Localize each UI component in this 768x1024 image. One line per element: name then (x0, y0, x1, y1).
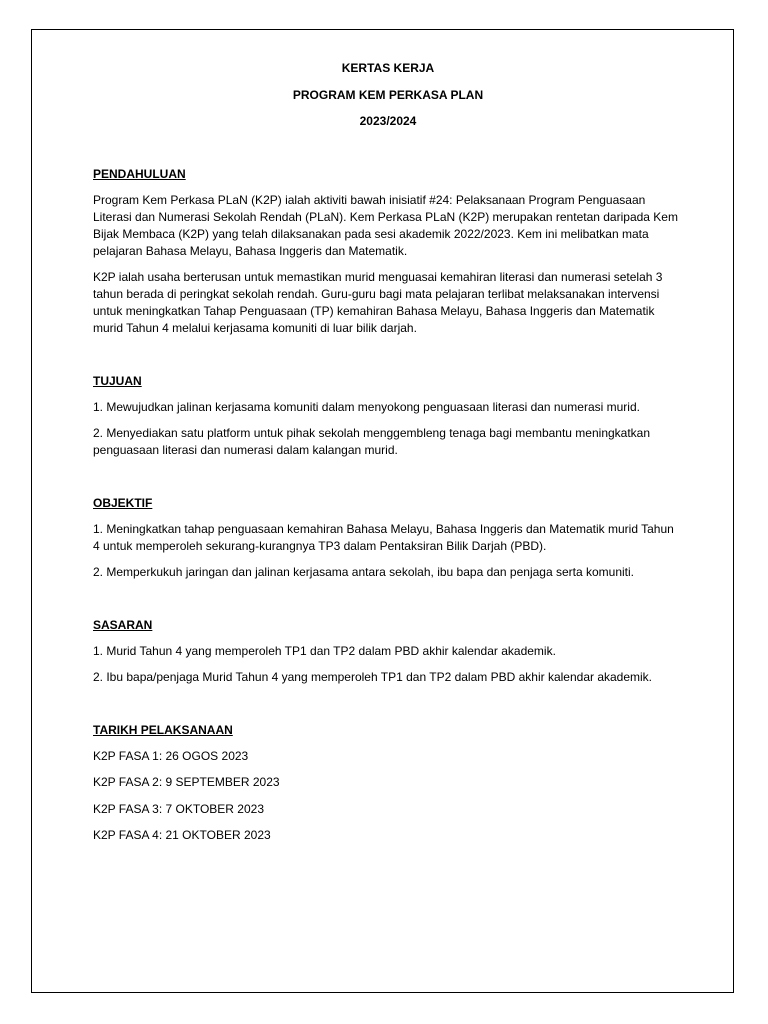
section-sasaran (93, 617, 683, 686)
date-fasa-1: K2P FASA 1: 26 OGOS 2023 (93, 748, 249, 763)
session-year: 2023/2024 (359, 114, 417, 128)
title-block (93, 60, 683, 140)
heading-tujuan: TUJUAN (93, 373, 142, 388)
heading-sasaran: SASARAN (93, 617, 153, 632)
sasaran-item-1: 1. Murid Tahun 4 yang memperoleh TP1 dan TP2 dalam PBD akhir kalendar akademik. (93, 643, 556, 658)
date-fasa-2: K2P FASA 2: 9 SEPTEMBER 2023 (93, 775, 280, 789)
heading-objektif: OBJEKTIF (93, 495, 153, 510)
heading-pendahuluan: PENDAHULUAN (93, 166, 186, 181)
section-tarikh-pelaksanaan (93, 722, 683, 845)
program-title: PROGRAM KEM PERKASA PLAN (292, 87, 484, 102)
objektif-item-2: 2. Memperkukuh jaringan dan jalinan kerjasama antara sekolah, ibu bapa dan penjaga serta komuniti. (93, 564, 635, 579)
document-page (31, 29, 734, 993)
pendahuluan-paragraph-2: K2P ialah usaha berterusan untuk memastikan murid menguasai kemahiran literasi dan numerasi setelah 3 tahun berada di peringkat sekolah rendah. Guru-guru bagi mata pelajaran terlibat melaksanakan intervensi untuk meningkatkan Tahap Penguasaan (TP) kemahiran Bahasa Melayu, Bahasa Inggeris dan Matematik murid Tahun 4 melalui kerjasama komuniti di luar bilik darjah. (93, 269, 663, 335)
document-content (93, 60, 683, 844)
date-fasa-4: K2P FASA 4: 21 OKTOBER 2023 (93, 828, 271, 842)
tujuan-item-2: 2. Menyediakan satu platform untuk pihak sekolah menggembleng tenaga bagi membantu meningkatkan penguasaan literasi dan numerasi dalam kalangan murid. (93, 425, 651, 457)
date-fasa-3: K2P FASA 3: 7 OKTOBER 2023 (93, 801, 264, 816)
sasaran-item-2: 2. Ibu bapa/penjaga Murid Tahun 4 yang memperoleh TP1 dan TP2 dalam PBD akhir kalendar akademik. (93, 669, 653, 684)
objektif-item-1: 1. Meningkatkan tahap penguasaan kemahiran Bahasa Melayu, Bahasa Inggeris dan Matematik murid Tahun 4 untuk memperoleh sekurang-kurangnya TP3 dalam Pentaksiran Bilik Darjah (PBD). (93, 521, 674, 553)
section-objektif (93, 495, 683, 581)
pendahuluan-paragraph-1: Program Kem Perkasa PLaN (K2P) ialah aktiviti bawah inisiatif #24: Pelaksanaan Program Penguasaan Literasi dan Numerasi Sekolah Rendah (PLaN). Kem Perkasa PLaN (K2P) merupakan rentetan daripada Kem Bijak Membaca (K2P) yang telah dilaksanakan pada sesi akademik 2022/2023. Kem ini melibatkan mata pelajaran Bahasa Melayu, Bahasa Inggeris dan Matematik. (93, 192, 678, 258)
document-title: KERTAS KERJA (341, 61, 435, 75)
tujuan-item-1: 1. Mewujudkan jalinan kerjasama komuniti dalam menyokong penguasaan literasi dan numerasi murid. (93, 399, 640, 414)
section-tujuan (93, 373, 683, 459)
section-pendahuluan (93, 166, 683, 337)
heading-tarikh-pelaksanaan: TARIKH PELAKSANAAN (93, 722, 233, 737)
